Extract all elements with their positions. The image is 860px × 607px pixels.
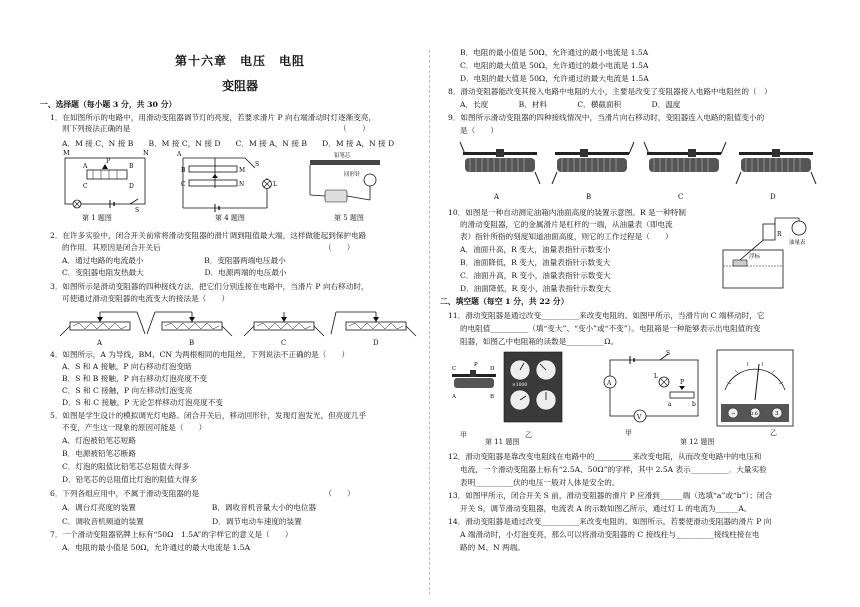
q11-rheostat-jia (451, 362, 496, 400)
q11-label-D: D (490, 366, 495, 372)
section-fill-heading: 二、填空题（每空 1 分，共 22 分） (440, 297, 569, 306)
q10-line-1: 10．如图是一种自动测定油箱内油面高度的装置示意图。R 是一种特制 (448, 208, 687, 217)
q1-circuit-svg (55, 150, 155, 212)
q11-resistance-box (504, 352, 562, 422)
q12-line-1: 12．滑动变阻器是靠改变电阻线在电路中的__________来改变电阻，从而改变电路中的电压和 (448, 452, 762, 461)
q11-box-multiplier: ×1000 (512, 383, 528, 388)
q5-caption: 第 5 题图 (334, 214, 364, 222)
q9-label-D: D (770, 193, 776, 201)
q10-svg (715, 210, 815, 292)
q2-line-2: 的作用．其原因是闭合开关后 （ ） (62, 243, 355, 252)
q12-ammeter-figure (715, 348, 795, 428)
q9-rheostat-A (460, 142, 540, 184)
q3-line-2: 可使通过滑动变阻器的电流变大的接法是（ ） (62, 294, 230, 303)
q5-line-1: 5．如图是学生设计的模拟调光灯电路。闭合开关后，移动回形针，发现灯泡发光，但亮度几乎 (50, 411, 367, 420)
q10-option-D: D．油面降低，R 变小，油量表指针示数变大 (460, 284, 611, 293)
q6-line-1: 6．下列各组应用中，不属于滑动变阻器的是 （ ） (50, 489, 355, 498)
q12-label-a: a (668, 401, 672, 408)
q5-option-B: B．电源被铅笔芯断路 (62, 449, 136, 458)
q1-label-M: M (63, 149, 70, 157)
q11-svg (452, 352, 592, 430)
q10-option-B: B．油面降低，R 变大，油量表指针示数变大 (460, 258, 611, 267)
q9-rheostat-C (644, 142, 726, 172)
q5-option-C: C．灯泡的阻值比铅笔芯总阻值大得多 (62, 462, 190, 471)
q12-label-V: V (637, 414, 642, 421)
q4-option-B: B．S 和 B 接触，P 向右移动灯泡亮度不变 (62, 374, 208, 383)
q9-label-C: C (678, 193, 684, 201)
q2-options-2: C．变阻器电阻发热最大 D．电源两端的电压最小 (62, 268, 287, 277)
q3-label-C: C (281, 339, 287, 347)
q9-line-2: 是（ ） (460, 126, 498, 135)
q5-line-2: 不变，产生这一现象的原因可能是（ ） (62, 423, 207, 432)
q12-line-3: 表明__________伏的电压一般对人体是安全的。 (460, 478, 620, 487)
q12-label-A: A (607, 380, 612, 387)
q9-svg (460, 140, 820, 190)
q4-line-1: 4．如图所示，A 为导线，BM、CN 为两根相同的电阻丝，下列说法不正确的是（ ） (50, 350, 350, 359)
q4-circuit-figure (175, 148, 280, 212)
q8-line-1: 8．滑动变阻器能改变其接入电路中电阻的大小，主要是改变了变阻器接入电路中电阻丝的（ ） (448, 87, 772, 96)
q11-line-3: 阻器，如图乙中电阻箱的读数是__________Ω。 (460, 337, 619, 346)
q1-label-S: S (135, 207, 140, 214)
q1-label-N: N (143, 149, 149, 157)
q4-label-S: S (255, 161, 260, 168)
q12-ammeter-svg (715, 348, 795, 428)
q1-label-C: C (83, 183, 88, 190)
q5-option-D: D．铅笔芯的总阻值比灯泡的阻值大得多 (62, 475, 198, 484)
q2-line-1: 2．在许多实验中，闭合开关前常将滑动变阻器的滑片调到阻值最大端，这样做能起到保护电路 (50, 231, 367, 240)
q7-line-1: 7．一个滑动变阻器铭牌上标有“50Ω 1.5A”的字样它的意义是（ ） (50, 530, 293, 539)
q4-label-L: L (273, 181, 277, 188)
q9-rheostat-B (552, 142, 634, 184)
q11-label-A: A (452, 394, 456, 400)
q4-label-M: M (239, 167, 246, 174)
q12-circuit-figure (600, 350, 710, 428)
q14-line-3: 路的 M、N 两端。 (460, 543, 525, 552)
q3-figures (55, 306, 415, 346)
q4-label-B: B (181, 167, 186, 174)
q12-label-L: L (654, 373, 658, 380)
q1-label-A: A (83, 163, 88, 170)
q9-label-A: A (494, 193, 500, 201)
q4-circuit-svg (175, 148, 280, 212)
q10-line-2: 的滑动变阻器，它的金属滑片是杠杆的一端，从油量表（即电流 (460, 220, 673, 229)
q4-caption: 第 4 题图 (215, 214, 245, 222)
right-column (430, 0, 860, 607)
q3-label-A: A (97, 339, 103, 347)
page-title: 第十六章 电压 电阻 (174, 54, 305, 68)
left-column (0, 0, 428, 607)
q5-label-clip: 回形针 (344, 172, 361, 178)
section-choice-heading: 一、选择题（每小题 3 分，共 30 分） (40, 100, 177, 109)
q7-option-D: D．电阻的最大值是 50Ω，允许通过的最大电流是 1.5A (460, 74, 649, 83)
q11-label-jia: 甲 (460, 431, 467, 439)
q12-caption: 第 12 题图 (680, 438, 715, 446)
q14-line-1: 14．滑动变阻器是通过改变__________来改变电阻的。如图所示，若要使滑动变阻器的滑片 P 向 (448, 517, 772, 526)
q5-option-A: A．灯泡被铅笔芯短路 (62, 436, 136, 445)
q5-figure (300, 150, 390, 210)
page-subtitle: 变阻器 (221, 79, 258, 93)
q4-option-C: C．S 和 C 接触，P 向左移动灯泡变亮 (62, 386, 193, 395)
q1-line-2: 则下列接法正确的是 （ ） (62, 124, 370, 133)
q11-line-1: 11．滑动变阻器是通过改变__________来改变电阻的。如图甲所示，当滑片向 C 端移动时，它 (448, 311, 765, 320)
q8-options: A．长度 B．材料 C．横截面积 D．温度 (460, 100, 681, 109)
q11-label-P: P (474, 362, 478, 368)
q12-terminal-mid: 0.6 (750, 411, 758, 417)
q12-label-jia: 甲 (625, 429, 632, 437)
q12-line-2: 电流，一个滑动变阻器上标有“2.5A、50Ω”的字样，其中 2.5A 表示__________．大量实验 (460, 465, 767, 474)
q3-line-1: 3．如图所示是滑动变阻器的四种接线方法．把它们分别连接在电路中，当滑片 P 向右移动时， (50, 282, 369, 291)
q3-rheostat-D (331, 312, 416, 336)
q1-line-1: 1．在如图所示的电路中，用滑动变阻器调节灯的亮度，若要求滑片 P 向右端滑动时灯逐渐变亮， (50, 113, 377, 122)
q11-label-C: C (452, 366, 457, 372)
q11-figures (452, 352, 592, 430)
q10-figure (715, 210, 815, 292)
q13-line-2: 开关 S，调节滑动变阻器，电流表 A 的示数如图乙所示，通过灯 L 的电流为______A。 (460, 504, 752, 513)
q6-options-1: A．调台灯亮度的装置 B．调收音机音量大小的电位器 (62, 503, 317, 512)
q12-label-yi: 乙 (770, 429, 777, 437)
q1-label-D: D (129, 183, 134, 190)
q10-label-float: 浮标 (749, 254, 761, 260)
q4-label-A: A (177, 151, 182, 158)
q11-caption: 第 11 题图 (485, 438, 520, 446)
q11-line-2: 的电阻值__________（填“变大”、“变小”或“不变”）。电阻箱是一种能够表示出电阻值的变 (460, 324, 761, 333)
q7-option-C: C．电阻的最大值是 50Ω，允许通过的最小电流是 1.5A (460, 61, 649, 70)
q3-label-B: B (189, 339, 195, 347)
q11-label-B: B (490, 394, 495, 400)
q1-label-P: P (106, 158, 111, 165)
q13-line-1: 13．如图甲所示，闭合开关 S 前，滑动变阻器的滑片 P 应滑到______端（选填“a”或“b”）；闭合 (448, 491, 773, 500)
q10-label-gauge: 油量表 (789, 240, 806, 246)
q2-options-1: A．通过电路的电流最小 B．变阻器两端电压最小 (62, 256, 286, 265)
q7-option-A: A．电阻的最小值是 50Ω，允许通过的最大电流是 1.5A (62, 543, 251, 552)
q9-line-1: 9．如图所示滑动变阻器的四种接线情况中，当滑片向右移动时，变阻器连入电路的阻值变小的 (448, 113, 765, 122)
q3-rheostat-C (244, 312, 324, 336)
q5-svg (300, 150, 390, 210)
q4-label-C: C (181, 181, 186, 188)
q12-label-S: S (666, 350, 671, 357)
q12-terminal-minus: − (731, 411, 736, 417)
q9-label-B: B (586, 193, 592, 201)
q12-label-P: P (680, 379, 685, 386)
q10-line-3: 表）指针所指的刻度知道油面高度，则它的工作过程是（ ） (460, 232, 673, 241)
q10-option-C: C．油面升高，R 变小，油量表指针示数变大 (460, 271, 611, 280)
q1-label-B: B (129, 163, 134, 170)
q4-option-D: D．S 和 C 接触，P 无论怎样移动灯泡亮度不变 (62, 398, 223, 407)
q5-label-pencil: 铅笔芯 (334, 153, 351, 159)
q10-option-A: A．油面升高，R 变大，油量表指针示数变小 (460, 245, 611, 254)
q3-label-D: D (373, 339, 379, 347)
q3-rheostat-B (147, 312, 232, 336)
q7-option-B: B．电阻的最小值是 50Ω，允许通过的最小电流是 1.5A (460, 48, 649, 57)
q4-option-A: A．S 和 A 接触，P 向右移动灯泡变暗 (62, 362, 192, 371)
q12-circuit-svg (600, 350, 710, 428)
q10-label-R: R (777, 231, 782, 238)
q1-options: A．M 接 C，N 接 B B．M 接 C，N 接 D C．M 接 A，N 接 B D．M 接 A，N 接 D (62, 139, 395, 148)
q1-caption: 第 1 题图 (82, 214, 112, 222)
q9-figures (460, 140, 820, 190)
q12-label-b: b (692, 401, 696, 408)
q6-options-2: C．调收音机频道的装置 D．调节电动车速度的装置 (62, 517, 302, 526)
q3-svg (55, 306, 415, 346)
q3-rheostat-A (60, 312, 145, 336)
q14-line-2: A 端滑动时，小灯泡变亮，那么可以将滑动变阻器的 C 接线柱与__________接线柱接在电 (460, 530, 760, 539)
q1-circuit-figure (55, 150, 155, 212)
q12-terminal-max: 3 (775, 411, 779, 417)
q11-label-yi: 乙 (525, 431, 532, 439)
q4-label-N: N (239, 181, 245, 188)
q9-rheostat-D (736, 149, 816, 184)
